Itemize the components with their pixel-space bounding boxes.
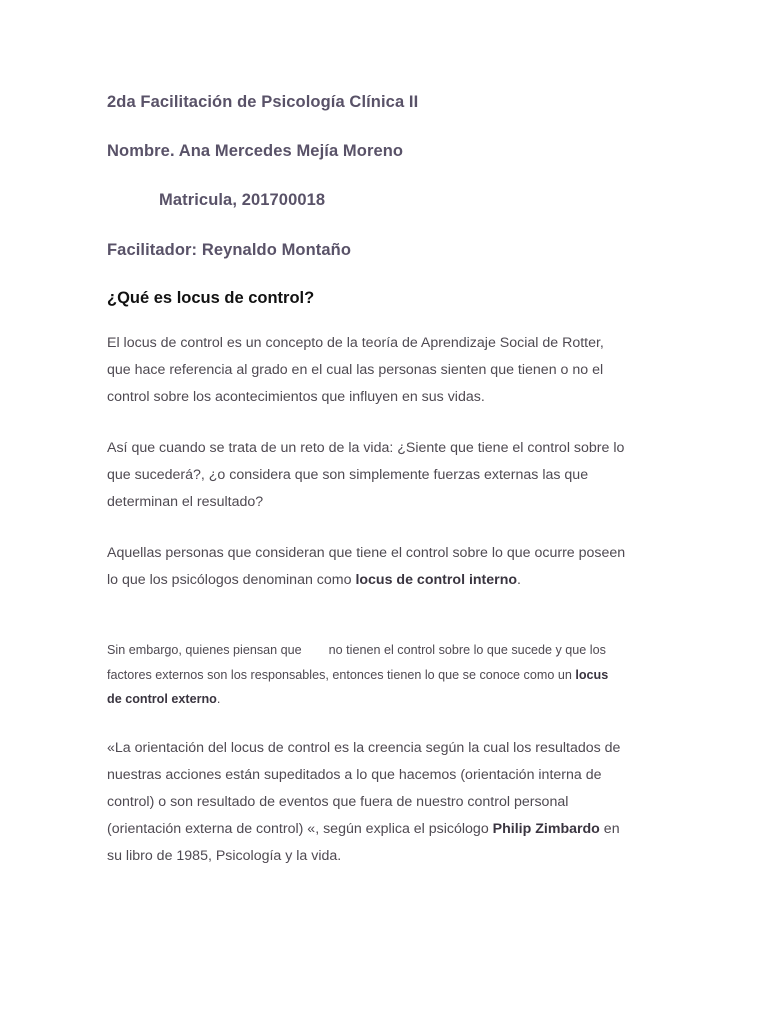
paragraph-line: El locus de control es un concepto de la teoría de Aprendizaje Social de Rotter, <box>107 335 604 351</box>
paragraph-line: control sobre los acontecimientos que influyen en sus vidas. <box>107 389 485 405</box>
paragraph-line: que sucederá?, ¿o considera que son simplemente fuerzas externas las que <box>107 467 589 483</box>
paragraph-line: en <box>599 821 620 837</box>
paragraph-line: lo que los psicólogos denominan como <box>107 572 356 588</box>
paragraph-line: Aquellas personas que consideran que tiene el control sobre lo que ocurre poseen <box>107 545 626 561</box>
author-name: Philip Zimbardo <box>492 821 600 837</box>
paragraph-line: «La orientación del locus de control es la creencia según la cual los resultados de <box>107 740 621 756</box>
term-internal-locus: locus de control interno <box>355 572 518 588</box>
paragraph-punct: . <box>216 692 221 706</box>
paragraph-internal-locus <box>107 540 667 594</box>
paragraph-line: factores externos son los responsables, entonces tienen lo que se conoce como un <box>107 667 576 682</box>
document-title: 2da Facilitación de Psicología Clínica II <box>107 93 419 111</box>
paragraph-line: no tienen el control sobre lo que sucede y que los <box>328 643 606 657</box>
paragraph-line: (orientación externa de control) «, según explica el psicólogo <box>107 821 493 837</box>
paragraph-line: nuestras acciones están supeditados a lo que hacemos (orientación interna de <box>107 767 602 783</box>
student-name: Nombre. Ana Mercedes Mejía Moreno <box>107 142 404 160</box>
paragraph-line: su libro de 1985, Psicología y la vida. <box>107 848 342 864</box>
term-external-locus-end: de control externo <box>107 692 217 706</box>
paragraph-line: que hace referencia al grado en el cual las personas sienten que tienen o no el <box>107 362 604 378</box>
paragraph-line: Sin embargo, quienes piensan que <box>107 643 302 657</box>
paragraph-zimbardo-quote <box>107 735 667 870</box>
facilitator-name: Facilitador: Reynaldo Montaño <box>107 241 351 259</box>
term-external-locus-start: locus <box>575 667 609 682</box>
paragraph-definition <box>107 330 667 411</box>
student-matricula: Matricula, 201700018 <box>159 191 326 209</box>
paragraph-challenge <box>107 435 667 516</box>
paragraph-external-locus <box>107 638 667 712</box>
paragraph-punct: . <box>517 572 521 588</box>
section-question: ¿Qué es locus de control? <box>107 289 315 307</box>
paragraph-line: control) o son resultado de eventos que fuera de nuestro control personal <box>107 794 569 810</box>
paragraph-line: determinan el resultado? <box>107 494 264 510</box>
paragraph-line: Así que cuando se trata de un reto de la vida: ¿Siente que tiene el control sobre lo <box>107 440 625 456</box>
